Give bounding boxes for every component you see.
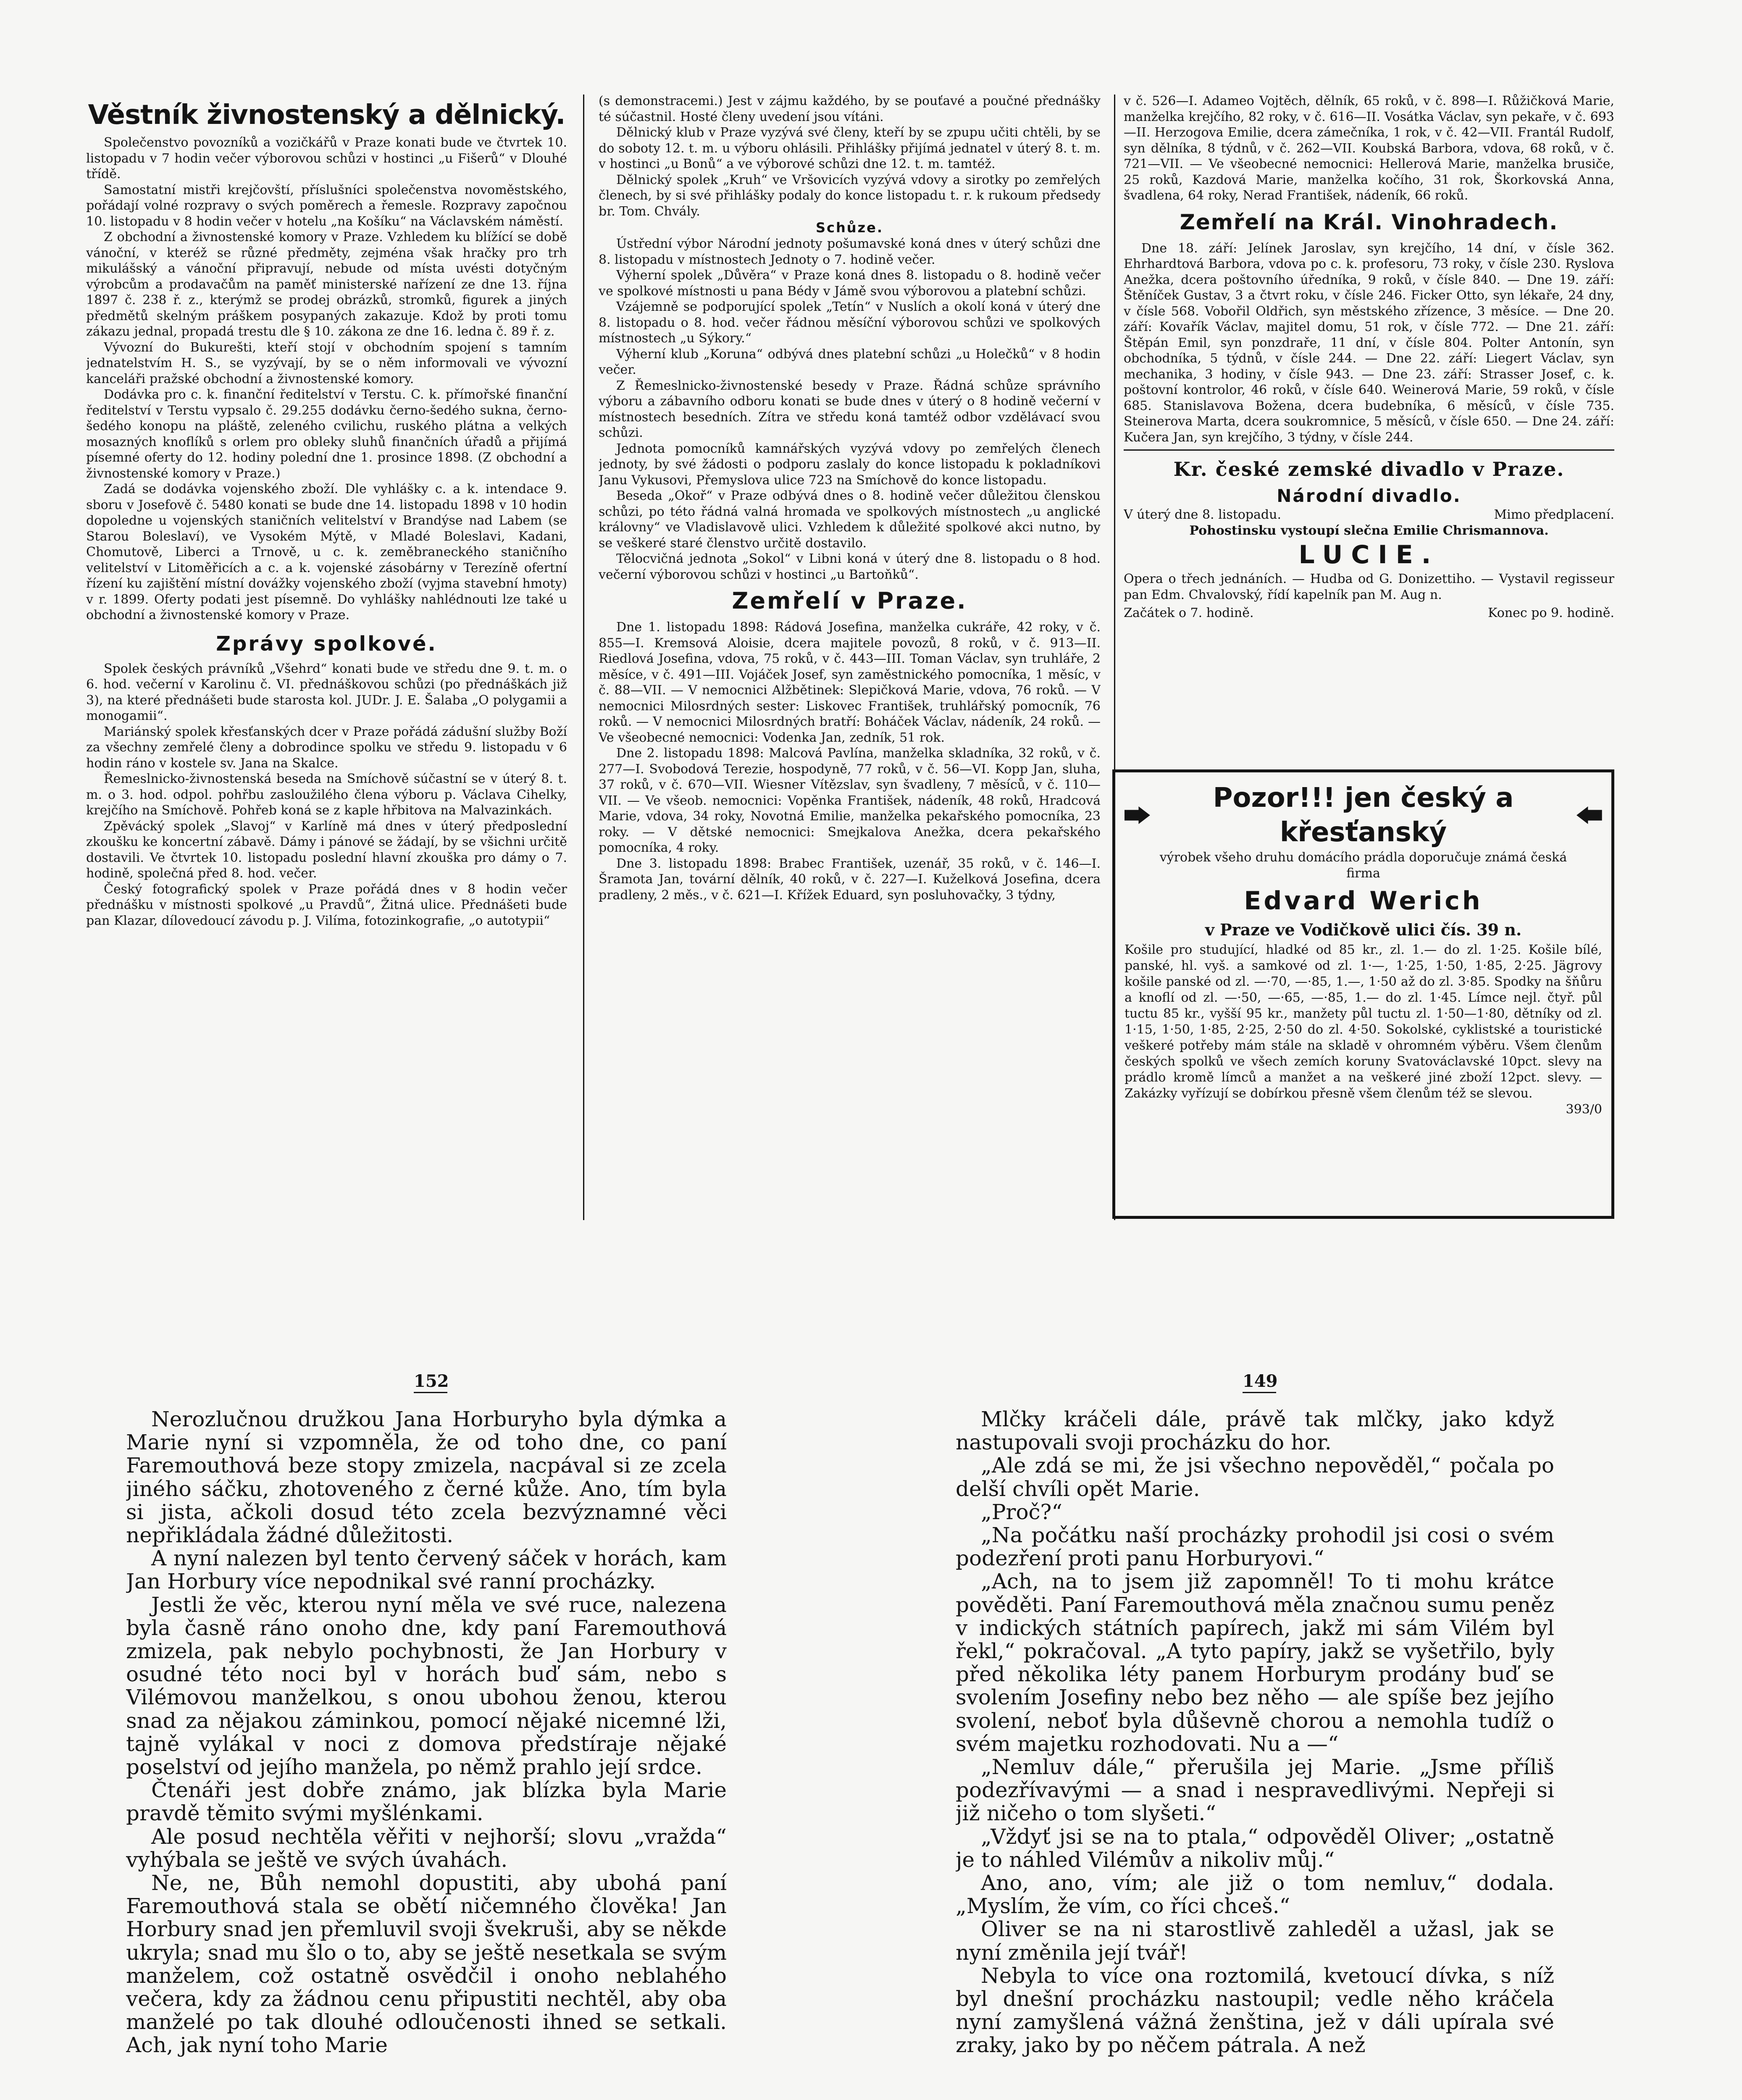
news-paragraph: Vývozní do Bukurešti, kteří stojí v obchodním spojení s tamním jednatelstvím H. S., se vyzývají, by se o něm informovali ve vývozní kanceláři pražské obchodní a živnostenské komory. — [86, 340, 567, 386]
story-paragraph: „Vždyť jsi se na to ptala,“ odpověděl Oliver; „ostatně je to náhled Vilémův a nikoliv můj.“ — [956, 1824, 1554, 1872]
theatre-stage: Národní divadlo. — [1277, 486, 1461, 506]
opera-title: LUCIE. — [1298, 540, 1440, 570]
story-paragraph: Čtenáři jest dobře známo, jak blízka byla Marie pravdě těmito svými myšlénkami. — [126, 1778, 727, 1826]
theatre-guest: Pohostinsku vystoupí slečna Emilie Chrismannova. — [1189, 523, 1549, 538]
theatre-date: V úterý dne 8. listopadu. — [1124, 507, 1281, 522]
theatre-title: Kr. české zemské divadlo v Praze. — [1173, 458, 1565, 480]
opera-description: Opera o třech jednáních. — Hudba od G. Donizettiho. — Vystavil regisseur pan Edm. Chvalovský, řídí kapelník pan M. Aug n. — [1124, 572, 1614, 602]
news-paragraph: Z obchodní a živnostenské komory v Praze. Vzhledem ku blížící se době vánoční, v kteréž se různé předměty, zejména však hračky pro trh mikulášský a vánoční připravují, nebude od místa uvésti dotyčným výrobcům a prodavačům na paměť ministerské nařízení ze dne 13. října 1897 č. 238 ř. z., kterýmž se prodej obrázků, stromků, figurek a jiných předmětů skelným práškem posypaných zakazuje. Kdož by proti tomu zákazu jednal, propadá trestu dle § 10. zákona ze dne 16. ledna č. 89 ř. z. — [86, 230, 567, 339]
ad-banner-text: Pozor!!! jen český a křesťanský — [1213, 782, 1514, 848]
theatre-date-row — [1124, 507, 1614, 523]
meeting-paragraph: Vzájemně se podporující spolek „Tetín“ v Nuslích a okolí koná v úterý dne 8. listopadu o 8. hod. večer řádnou měsíční výborovou schůzi ve spolkových místnostech „u Sýkory.“ — [599, 299, 1101, 346]
news-paragraph: Dělnický klub v Praze vyzývá své členy, kteří by se zpupu učiti chtěli, by se do soboty 12. t. m. u výboru ohlásili. Přihlášky přijímá jednatel v úterý 8. t. m. v hostinci „u Bonů“ a ve výborové schůzi dne 12. t. m. tamtéž. — [599, 125, 1101, 171]
vinohrady-deaths: Dne 18. září: Jelínek Jaroslav, syn krejčího, 14 dní, v čísle 362. Ehrhardtová Barbora, vdova po c. k. profesoru, 73 roky, v čísle 230. Ryslova Anežka, dcera poštovního úředníka, 9 roků, v čísle 840. — Dne 19. září: Štěníček Gustav, 3 a čtvrt roku, v čísle 246. Ficker Otto, syn lékaře, 24 dny, v čísle 568. Vobořil Oldřich, syn městského zřízence, 3 měsíce. — Dne 20. září: Kovařík Václav, majitel domu, 51 rok, v čísle 772. — Dne 21. září: Štěpán Emil, syn ponzdraře, 11 dní, v čísle 804. Polter Antonín, syn obchodníka, 5 týdnů, v čísle 244. — Dne 22. září: Liegert Václav, syn mechanika, 3 hodiny, v čísle 943. — Dne 23. září: Strasser Josef, c. k. poštovní kontrolor, 46 roků, v čísle 640. Weinerová Marie, 59 roků, v čísle 685. Stanislavova Božena, dcera budebníka, 6 měsíců, v čísle 735. Steinerova Marta, dcera soukromnice, 5 měsíců, v čísle 650. — Dne 24. září: Kučera Jan, syn krejčího, 3 týdny, v čísle 244. — [1124, 241, 1614, 445]
ad-body: Košile pro studující, hladké od 85 kr., zl. 1.— do zl. 1·25. Košile bílé, panské, hl. vyš. a samkové od zl. 1·—, 1·25, 1·50, 1·85, 2·25. Jägrovy košile panské od zl. —·70, —·85, 1.—, 1·50 až do zl. 3·85. Spodky na šňůru a knoflí od zl. —·50, —·65, —·85, 1.— do zl. 1·45. Límce nejl. čtyř. půl tuctu 85 kr., vyšší 95 kr., manžety půl tuctu zl. 1·50—1·80, dětníky od zl. 1·15, 1·50, 1·85, 2·25, 2·50 do zl. 4·50. Sokolské, cyklistské a touristické veškeré potřeby mám stále na skladě v ohromném výběru. Všem členům českých spolků ve všech zemích koruny Svatováclavské 10pct. slevy na prádlo kromě límců a manžet a na veškeré jiné zboží 12pct. slevy. — Zakázky vyřízují se dobírkou přesně všem členům též se slevou. — [1125, 942, 1602, 1101]
news-paragraph: Samostatní mistři krejčovští, příslušníci společenstva novoměstského, pořádají volné rozpravy o svých poměrech a řemesle. Rozpravy započnou 10. listopadu v 8 hodin večer v hotelu „na Košíku“ na Václavském náměstí. — [86, 182, 567, 229]
theatre-times — [1124, 605, 1614, 621]
pointing-hand-icon — [1576, 806, 1602, 824]
section-title-club-news: Zprávy spolkové. — [216, 632, 437, 656]
section-title-deaths-prague: Zemřelí v Praze. — [732, 588, 967, 614]
theatre-subscription: Mimo předplacení. — [1494, 507, 1614, 522]
page-number-underline — [414, 1392, 447, 1393]
column-3 — [1124, 93, 1614, 757]
club-news-paragraph: Řemeslnicko-živnostenská beseda na Smíchově súčastní se v úterý 8. t. m. o 3. hod. odpol. pohřbu zasloužilého člena výboru p. Václava Cihelky, krejčího na Smíchově. Pohřeb koná se z kaple hřbitova na Malvazinkách. — [86, 772, 567, 818]
masthead-title: Věstník živnostenský a dělnický. — [88, 100, 565, 131]
story-paragraph: Ano, ano, vím; ale již o tom nemluv,“ dodala. „Myslím, že vím, co říci chceš.“ — [956, 1871, 1554, 1919]
story-paragraph: Nebyla to více ona roztomilá, kvetoucí dívka, s níž byl dnešní procházku nastoupil; vedle něho kráčela nyní zamyšlená vážná ženština, jež v dáli upírala své zraky, jako by po něčem pátrala. A než — [956, 1963, 1554, 2058]
story-paragraph: Ale posud nechtěla věřiti v nejhorší; slovu „vražda“ vyhýbala se ještě ve svých úvahách. — [126, 1824, 727, 1872]
story-paragraph: „Proč?“ — [981, 1499, 1062, 1524]
deaths-paragraph: Dne 1. listopadu 1898: Rádová Josefina, manželka cukráře, 42 roky, v č. 855—I. Kremsová Aloisie, dcera majitele povozů, 8 roků, v č. 913—II. Riedlová Josefina, vdova, 75 roků, v č. 443—III. Toman Václav, syn truhláře, 2 měsíce, v č. 491—III. Vojáček Josef, syn zaměstnického pomocníka, 1 měsíc, v č. 88—VII. — V nemocnici Alžbětinek: Slepičková Marie, vdova, 76 roků. — V nemocnici Milosrdných sester: Liskovec František, truhlářský pomocník, 76 roků. — V nemocnici Milosrdných bratří: Boháček Václav, nádeník, 24 roků. — Ve všeobecné nemocnici: Vodenka Jan, zedník, 51 rok. — [599, 620, 1101, 745]
meeting-paragraph: Výherní klub „Koruna“ odbývá dnes platební schůzi „u Holečků“ v 8 hodin večer. — [599, 346, 1101, 377]
ad-address: v Praze ve Vodičkově ulici čís. 39 n. — [1205, 920, 1522, 939]
story-paragraph: Jestli že věc, kterou nyní měla ve své ruce, nalezena byla časně ráno onoho dne, kdy paní Faremouthová zmizela, pak nebylo pochybnosti, že Jan Horbury v osudné této noci byl v horách buď sám, nebo s Vilémovou manželkou, s onou ubohou ženou, kterou snad za nějakou záminkou, pomocí nějaké nicemné lži, tajně vylákal v noci z domova předstíraje nějaké poselství od jejího manžela, po němž prahlo její srdce. — [126, 1592, 727, 1780]
column-2 — [599, 93, 1101, 1244]
pointing-hand-icon — [1125, 806, 1150, 824]
column-1 — [86, 99, 567, 1241]
deaths-paragraph: Dne 2. listopadu 1898: Malcová Pavlína, manželka skladníka, 32 roků, v č. 277—I. Svobodová Terezie, hospodyně, 77 roků, v č. 56—VI. Kopp Jan, sluha, 37 roků, v č. 670—VII. Wiesner Vítězslav, syn švadleny, 7 měsíců, v č. 110—VII. — Ve všeob. nemocnici: Vopěnka František, nádeník, 48 roků, Hradcová Marie, vdova, 34 roky, Novotná Emilie, manželka pekařského pomocníka, 23 roky. — V dětské nemocnici: Smejkalova Anežka, dcera pekařského pomocníka, 4 roky. — [599, 746, 1101, 855]
start-time: Začátek o 7. hodině. — [1124, 606, 1254, 620]
page-number-underline — [1243, 1392, 1276, 1393]
news-paragraph: Zadá se dodávka vojenského zboží. Dle vyhlášky c. a k. intendace 9. sboru v Josefově č. 5480 konati se bude dne 14. listopadu 1898 v 10 hodin dopoledne u vojenských staničních velitelství v Brandýse nad Labem (se Starou Boleslaví), ve Vysokém Mýtě, v Mladé Boleslavi, Kadani, Chomutově, Liberci a Trnově, u c. k. zeměbraneckého staničního velitelství v Litoměřicích a c. a k. vojenské zásobárny v Terezíně ofertní řízení ku zajištění místní dovážky vojenského zboží (vyjma stavební hmoty) v r. 1899. Oferty podati jest písemně. Do vyhlášky nahlédnouti lze také u obchodní a živnostenské komory v Praze. — [86, 482, 567, 622]
section-title-deaths-vinohrady: Zemřelí na Král. Vinohradech. — [1180, 210, 1558, 234]
story-right-page — [956, 1408, 1554, 2100]
story-paragraph: Nerozlučnou družkou Jana Horburyho byla dýmka a Marie nyní si vzpomněla, že od toho dne, co paní Faremouthová beze stopy zmizela, nacpával si ze zcela jiného sáčku, zhotoveného z černé kůže. Ano, tím byla si jista, ačkoli dosud této zcela bezvýznamné věci nepřikládala žádné důležitosti. — [126, 1408, 727, 1548]
story-paragraph: Ne, ne, Bůh nemohl dopustiti, aby ubohá paní Faremouthová stala se obětí ničemného člověka! Jan Horbury snad jen přemluvil svoji švekruši, aby se někde ukryla; snad mu šlo o to, aby se ještě nesetkala se svým manželem, což ostatně osvědčil i onoho neblahého večera, kdy za žádnou cenu připustiti nechtěl, aby oba manželé po tak dlouhé odloučenosti ihned se setkali. Ach, jak nyní toho Marie — [126, 1871, 727, 2058]
deaths-continued: v č. 526—I. Adameo Vojtěch, dělník, 65 roků, v č. 898—I. Růžičková Marie, manželka krejčího, 82 roky, v č. 616—II. Vosátka Václav, syn pekaře, v č. 693—II. Herzogova Emilie, dcera zámečníka, 1 rok, v č. 42—VII. Frantál Rudolf, syn dělníka, 8 týdnů, v č. 262—VII. Koubská Barbora, vdova, 68 roků, v č. 721—VII. — Ve všeobecné nemocnici: Hellerová Marie, manželka brusiče, 25 roků, Kazdová Marie, manželka kočího, 31 rok, Škorkovská Anna, švadlena, 64 roky, Nerad František, nádeník, 66 roků. — [1124, 94, 1614, 203]
meeting-paragraph: Z Řemeslnicko-živnostenské besedy v Praze. Řádná schůze správního výboru a zábavního odboru konati se bude dnes v úterý o 8 hodině večerní v místnostech besedních. Zítra ve středu koná tamtéž odbor vzdělávací svou schůzi. — [599, 378, 1101, 440]
story-left-page — [126, 1408, 727, 2100]
story-paragraph: „Ach, na to jsem již zapomněl! To ti mohu krátce pověděti. Paní Faremouthová měla značnou sumu peněz v indických státních papírech, jakž mi sám Vilém byl řekl,“ pokračoval. „A tyto papíry, jakž se vyšetřilo, byly před několika léty panem Horburym prodány buď se svolením Josefiny nebo bez něho — ale spíše bez jejího svolení, neboť byla důševně chorou a nemohla tudíž o svém majetku rozhodovati. Nu a —“ — [956, 1569, 1554, 1756]
ad-firm-name: Edvard Werich — [1244, 886, 1483, 916]
club-news-paragraph: Mariánský spolek křesťanských dcer v Praze pořádá zádušní služby Boží za všechny zemřelé členy a dobrodince spolku ve středu 9. listopadu v 6 hodin ráno v kostele sv. Jana na Skalce. — [86, 724, 567, 771]
meeting-paragraph: Beseda „Okoř“ v Praze odbývá dnes o 8. hodině večer důležitou členskou schůzi, po této řádná valná hromada ve spolkových místnostech „u anglické královny“ ve Vladislavově ulici. Vzhledem k důležité spolkové akci nutno, by se veškeré staré členstvo určitě dostavilo. — [599, 488, 1101, 551]
story-paragraph: „Nemluv dále,“ přerušila jej Marie. „Jsme příliš podezřívavými — a snad i nespravedlivými. Nepřeji si již ničeho o tom slyšeti.“ — [956, 1755, 1554, 1826]
ad-code: 393/0 — [1566, 1102, 1602, 1117]
meeting-paragraph: Tělocvičná jednota „Sokol“ v Libni koná v úterý dne 8. listopadu o 8 hod. večerní výborovou schůzi v hostinci „u Bartoňků“. — [599, 551, 1101, 582]
ad-banner — [1125, 781, 1602, 850]
story-paragraph: Mlčky kráčeli dále, právě tak mlčky, jako když nastupovali svoji procházku do hor. — [956, 1408, 1554, 1455]
meeting-paragraph: Ústřední výbor Národní jednoty pošumavské koná dnes v úterý schůzi dne 8. listopadu v místnostech Jednoty o 7. hodině večer. — [599, 236, 1101, 267]
news-paragraph: Dodávka pro c. k. finanční ředitelství v Terstu. C. k. přímořské finanční ředitelství v Terstu vypsalo č. 29.255 dodávku černo-šedého sukna, černo-šedého konopu na pláště, zeleného cvilichu, ruského plátna a velkých mosazných knoflíků s orlem pro obleky sluhů finančních úřadů a přijímá písemné oferty do 12. hodiny polední dne 1. prosince 1898. (Z obchodní a živnostenské komory v Praze.) — [86, 387, 567, 481]
page-number-right: 149 — [1243, 1371, 1278, 1391]
page-number-left: 152 — [414, 1371, 449, 1391]
news-paragraph: Společenstvo povozníků a vozičkářů v Praze konati bude ve čtvrtek 10. listopadu v 7 hodin večer výborovou schůzi v hostinci „u Fišerů“ v Dlouhé třídě. — [86, 135, 567, 181]
theatre-notice — [1124, 455, 1614, 621]
news-paragraph: Dělnický spolek „Kruh“ ve Vršovicích vyzývá vdovy a sirotky po zemřelých členech, by si své přihlášky podaly do konce listopadu t. r. k rukoum předsedy br. Tom. Chvály. — [599, 172, 1101, 219]
story-paragraph: „Ale zdá se mi, že jsi všechno nepověděl,“ počala po delší chvíli opět Marie. — [956, 1453, 1554, 1501]
ad-intro: výrobek všeho druhu domácího prádla doporučuje známá česká firma — [1159, 850, 1567, 881]
column-divider — [583, 94, 584, 1220]
end-time: Konec po 9. hodině. — [1488, 606, 1614, 620]
club-news-paragraph: Zpěvácký spolek „Slavoj“ v Karlíně má dnes v úterý předposlední zkoušku ke koncertní zábavě. Dámy i pánové se žádají, by se všichni určitě dostavili. Ve čtvrtek 10. listopadu poslední hlavní zkouška pro dámy o 7. hodině, společná před 8. hod. večer. — [86, 819, 567, 881]
meeting-paragraph: Jednota pomocníků kamnářských vyzývá vdovy po zemřelých členech jednoty, by své žádosti o podporu zaslaly do konce listopadu k pokladníkovi Janu Vykusovi, Přemyslova ulice 723 na Smíchově do konce listopadu. — [599, 441, 1101, 488]
club-news-paragraph: Český fotografický spolek v Praze pořádá dnes v 8 hodin večer přednášku v místnosti spolkové „u Pravdů“, Žitná ulice. Přednášeti bude pan Klazar, dílovedoucí závodu p. J. Vilíma, fotozinkografie, „o autotypii“ — [86, 882, 567, 928]
section-title-meetings: Schůze. — [815, 220, 884, 236]
divider — [1124, 449, 1614, 451]
advertisement-werich — [1112, 769, 1614, 1219]
story-paragraph: Oliver se na ni starostlivě zahleděl a užasl, jak se nyní změnila její tvář! — [956, 1917, 1554, 1965]
meeting-paragraph: Výherní spolek „Důvěra“ v Praze koná dnes 8. listopadu o 8. hodině večer ve spolkové místnosti u pana Bédy v Jámě svou výborovou a platební schůzi. — [599, 268, 1101, 299]
news-paragraph: (s demonstracemi.) Jest v zájmu každého, by se pouťavé a poučné přednášky té súčastnil. Hosté členy uvedení jsou vítáni. — [599, 94, 1101, 124]
story-paragraph: A nyní nalezen byl tento červený sáček v horách, kam Jan Horbury více nepodnikal své ranní procházky. — [126, 1546, 727, 1594]
deaths-paragraph: Dne 3. listopadu 1898: Brabec František, uzenář, 35 roků, v č. 146—I. Šramota Jan, tovární dělník, 40 roků, v č. 227—I. Kuželková Josefina, dcera pradleny, 2 měs., v č. 621—I. Křížek Eduard, syn posluhovačky, 3 týdny, — [599, 856, 1101, 903]
story-paragraph: „Na počátku naší procházky prohodil jsi cosi o svém podezření proti panu Horburyovi.“ — [956, 1523, 1554, 1571]
club-news-paragraph: Spolek českých právníků „Všehrd“ konati bude ve středu dne 9. t. m. o 6. hod. večerní v Karolinu č. VI. přednáškovou schůzi (po přednáškách již 3), na které přednášeti bude starosta kol. JUDr. J. E. Šalaba „O polygamii a monogamii“. — [86, 661, 567, 723]
